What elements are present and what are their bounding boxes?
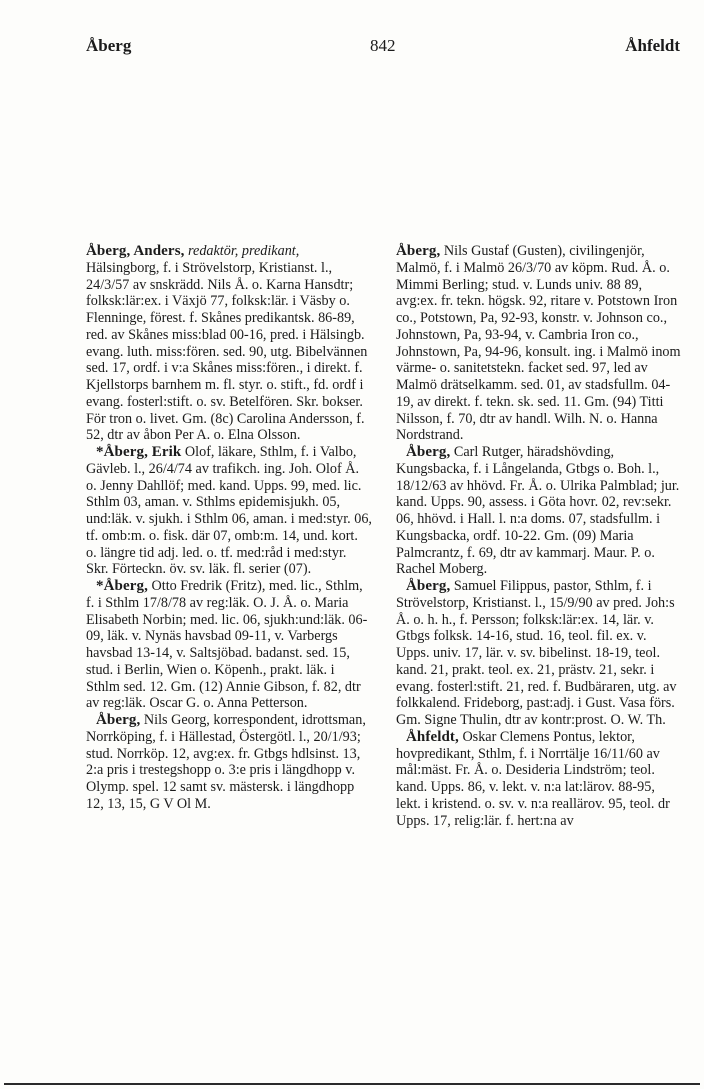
entry-aberg-gusten: [396, 243, 682, 444]
entry-text: Otto Fredrik (Fritz), med. lic., Sthlm, f. i Sthlm 17/8/78 av reg:läk. O. J. Å. o. Maria Elisabeth Norbin; med. lic. 06, sjukh:und:läk. 06-09, läk. v. Nynäs havsbad 09-11, v. Varbergs havsbad 13-14, v. Saltsjöbad. badanst. sed. 15, stud. i Berlin, Wien o. Köpenh., prakt. läk. i Sthlm sed. 12. Gm. (12) Annie Gibson, f. 82, dtr av reg:läk. Oscar G. o. Anna Petterson.: [86, 578, 368, 712]
entry-aberg-anders: [86, 243, 372, 444]
entry-headword: Åberg, Anders,: [86, 243, 185, 259]
header-right-headword: Åhfeldt: [625, 36, 680, 55]
entry-text: Hälsingborg, f. i Strövelstorp, Kristianst. l., 24/3/57 av snskrädd. Nils Å. o. Karna Hansdtr; folksk:lär:ex. i Växjö 77, folksk:lär. i Väsby o. Flenninge, förest. f. Skånes predikantsk. 86-89, red. av Skånes miss:blad 00-16, pred. i Hälsingb. evang. luth. miss:fören. sed. 90, utg. Bibelvännen sed. 17, ordf. i v:a Skånes miss:fören., i direkt. f. Kjellstorps barnhem m. fl. styr. o. stift., fd. ordf i evang. fosterl:stift. o. sv. Betelfören. Skr. bokser. För tron o. livet. Gm. (8c) Carolina Andersson, f. 52, dtr av åbon Per A. o. Elna Olsson.: [86, 259, 368, 444]
entry-aberg-rutger: [396, 444, 682, 578]
page-number: 842: [370, 36, 396, 55]
entry-text: Samuel Filippus, pastor, Sthlm, f. i Strövelstorp, Kristianst. l., 15/9/90 av pred. Joh:s Å. o. h. h., f. Persson; folksk:lär:ex. 14, lär. v. Gtbgs folksk. 14-16, stud. 16, teol. fil. ex. v. Upps. univ. 17, lär. v. sv. bibelinst. 18-19, teol. kand. 21, prakt. teol. ex. 21, prästv. 21, sekr. i evang. fosterl:stift. 21, red. f. Budbäraren, utg. av folkkalend. Frideborg, past:adj. i Gust. Vasa förs. Gm. Signe Thulin, dtr av kontr:prost. O. W. Th.: [396, 578, 677, 728]
left-column: [86, 243, 372, 813]
entry-text: Nils Georg, korrespondent, idrottsman, Norrköping, f. i Hällestad, Östergötl. l., 20/1/93; stud. Norrköp. 12, avg:ex. fr. Gtbgs hdlsinst. 13, 2:a pris i trestegshopp o. 3:e pris i längdhopp v. Olymp. spel. 12 samt sv. mästersk. i längdhopp 12, 13, 15, G V Ol M.: [86, 712, 366, 812]
header-left-headword: Åberg: [86, 36, 132, 55]
entry-headword: Åhfeldt,: [406, 728, 459, 745]
running-header: [0, 36, 704, 66]
entry-headword: Åberg,: [396, 243, 441, 259]
entry-headword: *Åberg, Erik: [96, 444, 182, 460]
entry-text: Oskar Clemens Pontus, lektor, hovpredikant, Sthlm, f. i Norrtälje 16/11/60 av mål:mäst. Fr. Å. o. Desideria Lindström; teol. kand. Upps. 86, v. lekt. v. n:a lat:lärov. 88-95, lekt. i kristend. o. sv. v. n:a reallärov. 95, teol. dr Upps. 17, relig:lär. f. hert:na av: [396, 728, 670, 829]
entry-headword: Åberg,: [406, 578, 451, 594]
entry-headword: *Åberg,: [96, 578, 148, 594]
entry-aberg-otto: [86, 578, 372, 712]
entry-headword: Åberg,: [406, 444, 451, 460]
entry-titles: redaktör, predikant,: [188, 243, 300, 259]
page-bottom-rule: [4, 1083, 700, 1085]
entry-headword: Åberg,: [96, 712, 141, 728]
entry-aberg-erik: [86, 444, 372, 578]
entry-aberg-samuel: [396, 578, 682, 729]
entry-ahfeldt-oskar: [396, 729, 682, 830]
entry-text: Carl Rutger, häradshövding, Kungsbacka, f. i Långelanda, Gtbgs o. Boh. l., 18/12/63 av hhövd. Fr. Å. o. Ulrika Palmblad; jur. kand. Upps. 90, assess. i Göta hovr. 02, rev:sekr. 06, hhövd. i Hall. l. n:a doms. 07, stadsfullm. i Kungsbacka, ordf. 10-22. Gm. (09) Maria Palmcrantz, f. 69, dtr av kammarj. Maur. P. o. Rachel Moberg.: [396, 444, 680, 578]
right-column: [396, 243, 682, 829]
entry-text: Olof, läkare, Sthlm, f. i Valbo, Gävleb. l., 26/4/74 av trafikch. ing. Joh. Olof Å. o. Jenny Dahllöf; med. kand. Upps. 99, med. lic. Sthlm 03, aman. v. Sthlms epidemisjukh. 05, und:läk. v. sjukh. i Sthlm 06, aman. i med:styr. 06, tf. omb:m. o. fisk. där 07, omb:m. 14, und. kort. o. längre tid adj. led. o. tf. med:råd i med:styr. Skr. Förteckn. öv. sv. läk. fl. serier (07).: [86, 444, 372, 578]
entry-text: Nils Gustaf (Gusten), civilingenjör, Malmö, f. i Malmö 26/3/70 av köpm. Rud. Å. o. Mimmi Berling; stud. v. Lunds univ. 88 89, avg:ex. fr. tekn. högsk. 92, ritare v. Potstown Iron co., Potstown, Pa, 92-93, konstr. v. Johnson co., Johnstown, Pa, 93-94, v. Cambria Iron co., Johnstown, Pa, 94-96, konsult. ing. i Malmö inom värme- o. sanitetstekn. facket sed. 97, led av Malmö drätselkamm. sed. 01, av stadsfullm. 04-19, av direkt. f. tekn. sk. sed. 11. Gm. (94) Titti Nilsson, f. 70, dtr av handl. Wilh. N. o. Hanna Nordstrand.: [396, 243, 681, 444]
entry-aberg-nils-georg: [86, 712, 372, 813]
